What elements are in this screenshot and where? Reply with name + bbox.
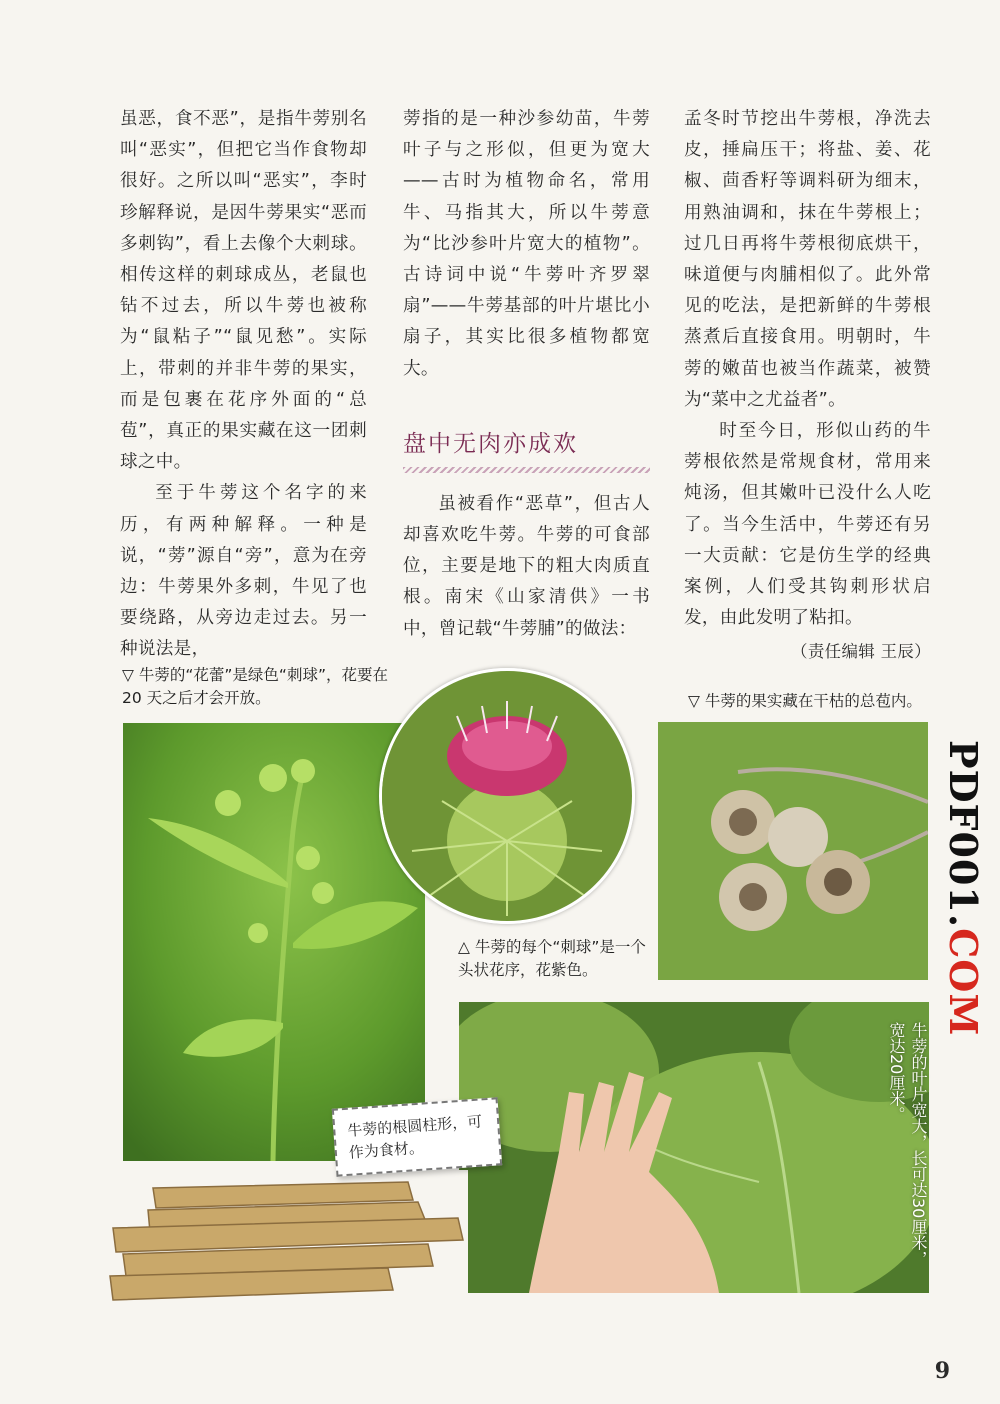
caption-inflorescence: △ 牛蒡的每个“刺球”是一个头状花序，花紫色。 (458, 938, 646, 979)
watermark-text-main: PDF001. (941, 740, 986, 929)
article-column-3 (684, 104, 931, 668)
burdock-leaf-photo (459, 1002, 929, 1293)
col2-paragraph-1: 蒡指的是一种沙参幼苗，牛蒡叶子与之形似，但更为宽大——古时为植物命名，常用牛、马指其大，所以牛蒡意为“比沙参叶片宽大的植物”。古诗词中说“牛蒡叶齐罗翠扇”——牛蒡基部的叶片堪比小扇子，其实比很多植物都宽大。 (403, 109, 650, 379)
col1-paragraph-1: 虽恶，食不恶”，是指牛蒡别名叫“恶实”，但把它当作食物却很好。之所以叫“恶实”，李时珍解释说，是因牛蒡果实“恶而多刺钩”，看上去像个大刺球。相传这样的刺球成丛，老鼠也钻不过去，所以牛蒡也被称为“鼠粘子”“鼠见愁”。实际上，带刺的并非牛蒡的果实，而是包裹在花序外面的“总苞”，真正的果实藏在这一团刺球之中。 (120, 109, 367, 473)
col3-paragraph-1: 孟冬时节挖出牛蒡根，净洗去皮，捶扁压干；将盐、姜、花椒、茴香籽等调料研为细末，用熟油调和，抹在牛蒡根上；过几日再将牛蒡根彻底烘干，味道便与肉脯相似了。此外常见的吃法，是把新鲜的牛蒡根蒸煮后直接食用。明朝时，牛蒡的嫩苗也被当作蔬菜，被赞为“菜中之尤益者”。 (684, 109, 931, 410)
page-number: 9 (934, 1358, 950, 1384)
col2-paragraph-2: 虽被看作“恶草”，但古人却喜欢吃牛蒡。牛蒡的可食部位，主要是地下的粗大肉质直根。南宋《山家清供》一书中，曾记载“牛蒡脯”的做法： (403, 493, 650, 639)
section-heading: 盘中无肉亦成欢 (403, 430, 578, 457)
burdock-root-photo (108, 1170, 468, 1304)
caption-fruit: ▽ 牛蒡的果实藏在干枯的总苞内。 (688, 692, 922, 710)
editor-credit: （责任编辑 王辰） (791, 642, 931, 662)
caption-root: 牛蒡的根圆柱形，可作为食材。 (332, 1097, 502, 1176)
caption-leaf: 牛蒡的叶片宽大，长可达30厘米，宽达20厘米。 (887, 1022, 928, 1267)
article-column-2 (403, 104, 650, 645)
watermark (938, 740, 988, 1037)
col3-paragraph-2: 时至今日，形似山药的牛蒡根依然是常规食材，常用来炖汤，但其嫩叶已没什么人吃了。当今生活中，牛蒡还有另一大贡献：它是仿生学的经典案例，人们受其钩刺形状启发，由此发明了粘扣。 (684, 421, 931, 629)
burdock-flower-photo (379, 668, 635, 924)
col1-paragraph-2: 至于牛蒡这个名字的来历，有两种解释。一种是说，“蒡”源自“旁”，意为在旁边：牛蒡果外多刺，牛见了也要绕路，从旁边走过去。另一种说法是， (120, 483, 367, 660)
caption-flower-bud: ▽ 牛蒡的“花蕾”是绿色“刺球”，花要在 20 天之后才会开放。 (122, 666, 388, 707)
heading-divider (403, 467, 650, 473)
burdock-fruit-photo (658, 722, 928, 980)
article-column-1 (120, 104, 367, 666)
watermark-text-accent: COM (941, 928, 986, 1037)
